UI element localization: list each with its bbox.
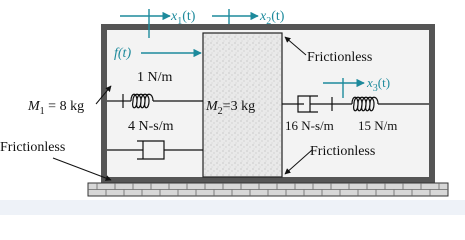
damper1-label: 4 N-s/m (128, 119, 174, 134)
spring1-label: 1 N/m (137, 70, 173, 85)
page-footer-band (0, 200, 465, 215)
frictionless-left-label: Frictionless (0, 140, 66, 155)
x1-label: $x_1(t)$ (171, 9, 196, 27)
mass-m1-label: $M_1 = 8$ kg (28, 99, 85, 117)
damper2-label: 16 N-s/m (285, 118, 334, 133)
mass-m2-label: $M_2=3$ kg (206, 99, 256, 117)
frictionless-mid-label: Frictionless (310, 144, 376, 159)
force-label: f(t) (114, 46, 132, 61)
spring2-label: 15 N/m (358, 118, 398, 133)
ground-icon (88, 183, 448, 196)
x2-label: $x_2(t)$ (260, 9, 285, 27)
frictionless-top-label: Frictionless (307, 50, 373, 65)
x3-label: $x_3(t)$ (367, 75, 391, 94)
